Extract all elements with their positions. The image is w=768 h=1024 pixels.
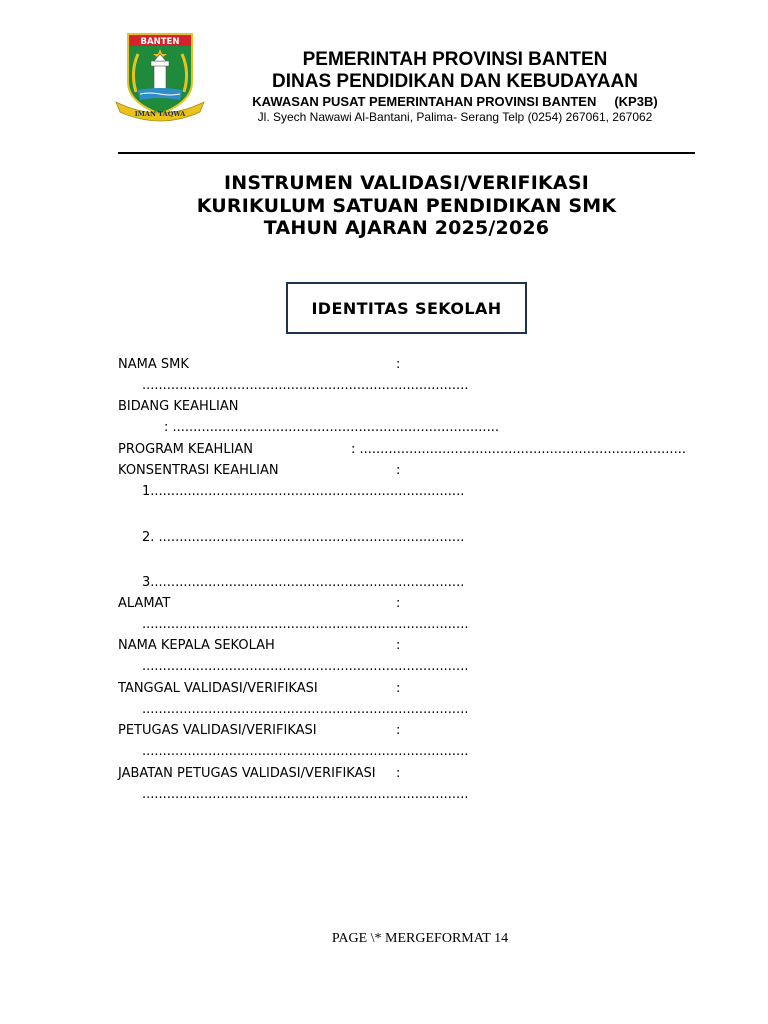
emblem-bottom-text: IMAN TAQWA	[134, 110, 186, 118]
jabatan-petugas-label: JABATAN PETUGAS VALIDASI/VERIFIKASI	[118, 766, 376, 781]
program-keahlian-label: PROGRAM KEAHLIAN	[118, 442, 254, 457]
konsentrasi-item-2[interactable]: 2. ..........................................................................	[142, 530, 465, 545]
nama-smk-field[interactable]: ...............................................................................	[142, 378, 469, 393]
petugas-validasi-colon: :	[396, 723, 401, 738]
jabatan-petugas-colon: :	[396, 766, 401, 781]
kepala-sekolah-label: NAMA KEPALA SEKOLAH	[118, 638, 275, 653]
kepala-sekolah-field[interactable]: ...............................................................................	[142, 659, 469, 674]
petugas-validasi-field[interactable]: ...............................................................................	[142, 744, 469, 759]
bidang-keahlian-label: BIDANG KEAHLIAN	[118, 399, 239, 414]
jabatan-petugas-field[interactable]: ...............................................................................	[142, 787, 469, 802]
program-keahlian-field[interactable]: : ...............................................................................	[351, 442, 686, 457]
org-line-1: PEMERINTAH PROVINSI BANTEN	[302, 49, 608, 70]
title-line-3: TAHUN AJARAN 2025/2026	[263, 217, 550, 239]
section-heading-box: IDENTITAS SEKOLAH	[286, 282, 527, 334]
konsentrasi-item-3[interactable]: 3............................................................................	[142, 575, 465, 590]
title-line-2: KURIKULUM SATUAN PENDIDIKAN SMK	[196, 194, 617, 217]
title-line-1: INSTRUMEN VALIDASI/VERIFIKASI	[224, 172, 589, 194]
alamat-label: ALAMAT	[118, 596, 171, 611]
kepala-sekolah-colon: :	[396, 638, 401, 653]
alamat-field[interactable]: ...............................................................................	[142, 617, 469, 632]
tanggal-validasi-colon: :	[396, 681, 401, 696]
nama-smk-colon: :	[396, 357, 401, 372]
org-line-2: DINAS PENDIDIKAN DAN KEBUDAYAAN	[272, 71, 638, 92]
nama-smk-label: NAMA SMK	[118, 357, 189, 372]
konsentrasi-keahlian-label: KONSENTRASI KEAHLIAN	[118, 463, 279, 478]
org-area-code: (KP3B)	[614, 94, 658, 109]
tanggal-validasi-field[interactable]: ...............................................................................	[142, 702, 469, 717]
konsentrasi-keahlian-colon: :	[396, 463, 401, 478]
konsentrasi-item-1[interactable]: 1............................................................................	[142, 484, 465, 499]
org-area-name: KAWASAN PUSAT PEMERINTAHAN PROVINSI BANTEN	[252, 94, 597, 109]
org-address: Jl. Syech Nawawi Al-Bantani, Palima- Serang Telp (0254) 267061, 267062	[257, 110, 653, 124]
bidang-keahlian-field[interactable]: : ...............................................................................	[164, 420, 499, 435]
emblem-top-text: BANTEN	[140, 37, 180, 47]
page-footer: PAGE \* MERGEFORMAT 14	[331, 931, 509, 946]
alamat-colon: :	[396, 596, 401, 611]
petugas-validasi-label: PETUGAS VALIDASI/VERIFIKASI	[118, 723, 317, 738]
tanggal-validasi-label: TANGGAL VALIDASI/VERIFIKASI	[118, 681, 318, 696]
